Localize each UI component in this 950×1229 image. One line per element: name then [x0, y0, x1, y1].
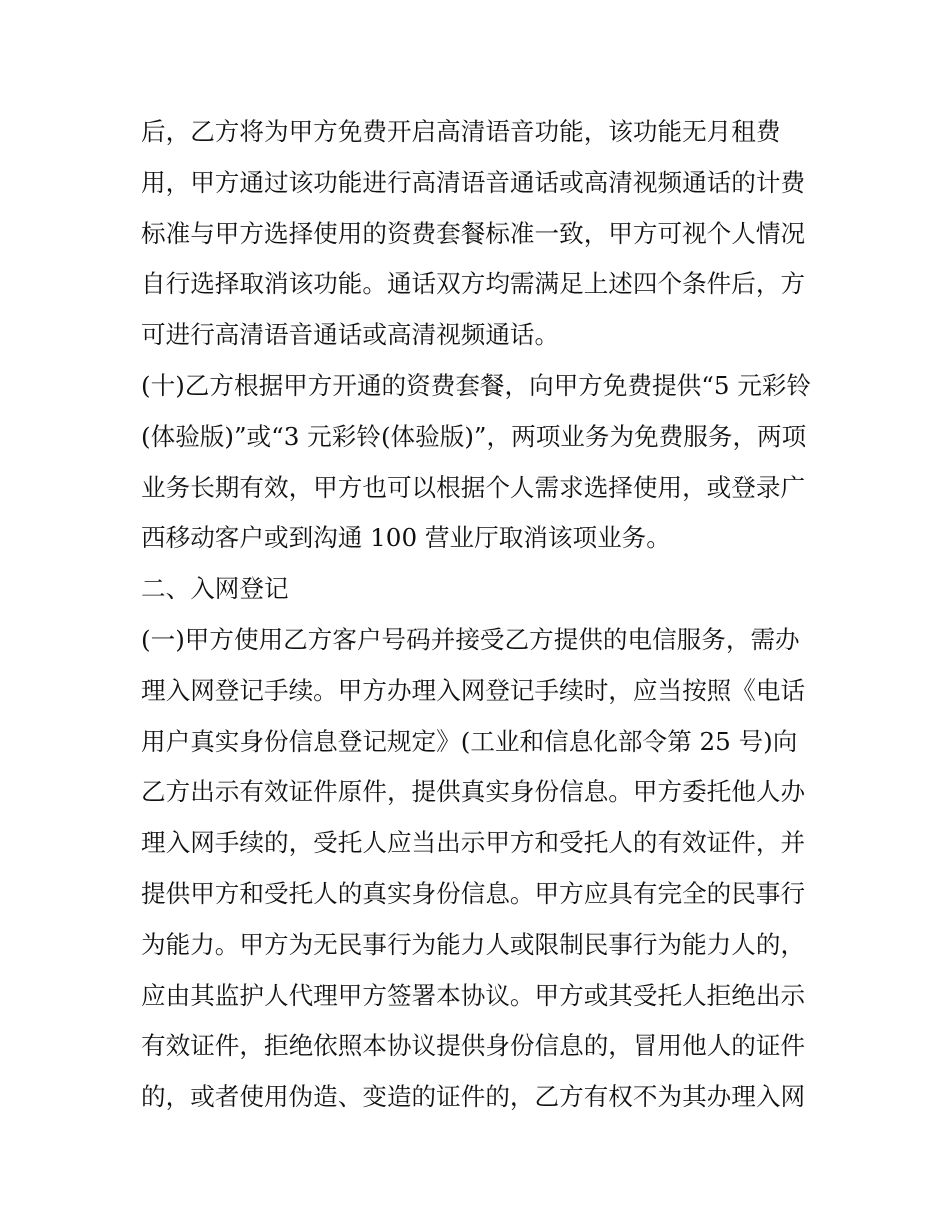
- text-line: 提供甲方和受托人的真实身份信息。甲方应具有完全的民事行: [141, 878, 806, 908]
- text-line: 的，或者使用伪造、变造的证件的，乙方有权不为其办理入网: [141, 1082, 806, 1112]
- text-line: (十)乙方根据甲方开通的资费套餐，向甲方免费提供“5 元彩铃: [141, 370, 812, 400]
- text-line: 理入网手续的，受托人应当出示甲方和受托人的有效证件，并: [141, 828, 806, 858]
- text-line: (一)甲方使用乙方客户号码并接受乙方提供的电信服务，需办: [141, 624, 800, 654]
- text-line: 为能力。甲方为无民事行为能力人或限制民事行为能力人的，: [141, 929, 806, 959]
- text-line: 可进行高清语音通话或高清视频通话。: [141, 320, 560, 350]
- document-body: [141, 107, 821, 1123]
- text-line: 业务长期有效，甲方也可以根据个人需求选择使用，或登录广: [141, 472, 806, 502]
- text-line: 应由其监护人代理甲方签署本协议。甲方或其受托人拒绝出示: [141, 980, 806, 1010]
- text-line: 西移动客户或到沟通 100 营业厅取消该项业务。: [141, 523, 671, 553]
- text-line: 理入网登记手续。甲方办理入网登记手续时，应当按照《电话: [141, 675, 806, 705]
- text-line: 后，乙方将为甲方免费开启高清语音功能，该功能无月租费: [141, 117, 781, 146]
- text-line: (体验版)”或“3 元彩铃(体验版)”，两项业务为免费服务，两项: [141, 421, 807, 451]
- text-line: 乙方出示有效证件原件，提供真实身份信息。甲方委托他人办: [141, 777, 806, 807]
- text-line: 自行选择取消该功能。通话双方均需满足上述四个条件后，方: [141, 269, 806, 299]
- text-line: 有效证件，拒绝依照本协议提供身份信息的，冒用他人的证件: [141, 1031, 806, 1061]
- text-line: 标准与甲方选择使用的资费套餐标准一致，甲方可视个人情况: [141, 218, 806, 248]
- text-line: 用，甲方通过该功能进行高清语音通话或高清视频通话的计费: [141, 167, 806, 197]
- text-line: 用户真实身份信息登记规定》(工业和信息化部令第 25 号)向: [141, 726, 798, 756]
- section-heading: 二、入网登记: [141, 574, 289, 604]
